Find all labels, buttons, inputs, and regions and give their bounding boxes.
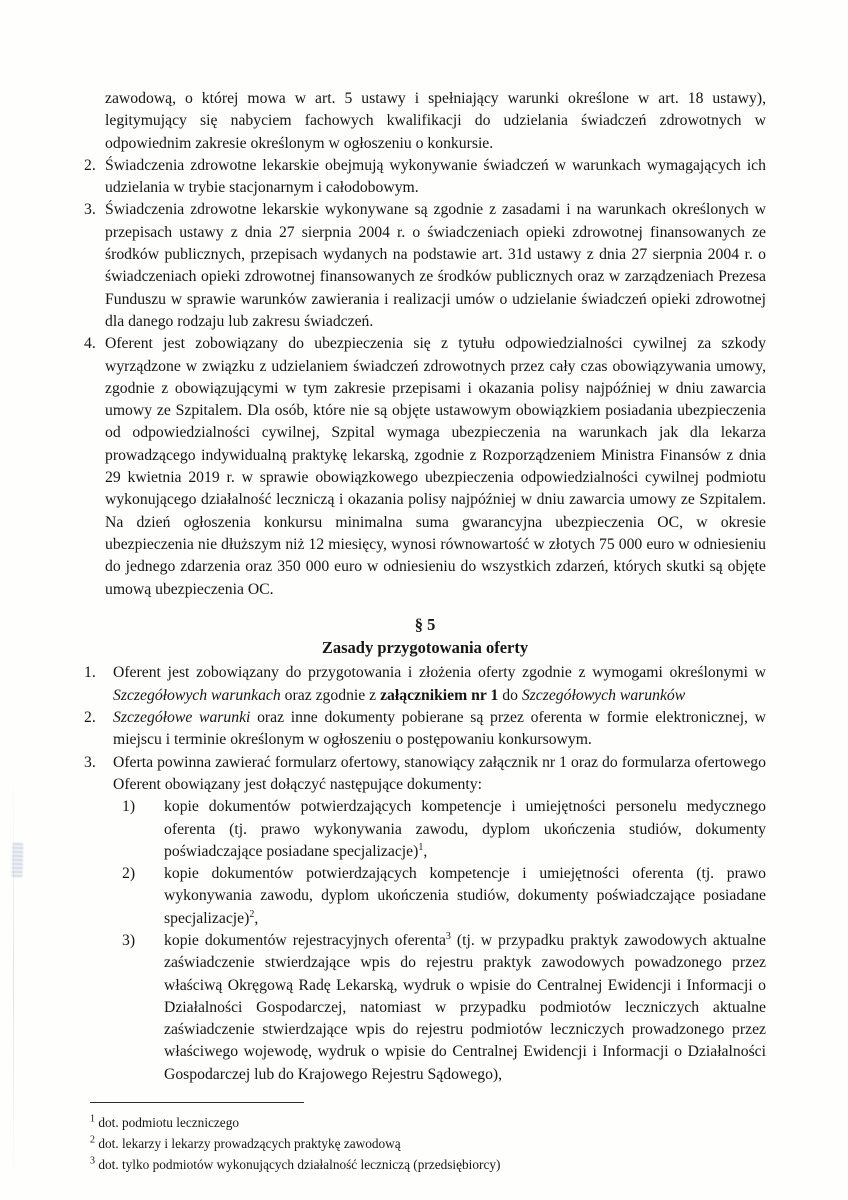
list-item-number: 3.	[84, 201, 96, 219]
sublist-item-text: kopie dokumentów potwierdzających kompetencje i umiejętności oferenta (tj. prawo wykonywania zawodu, dyplom ukończenia studiów, dokumenty poświadczające posiadane specjalizacje)$^2$,	[164, 865, 766, 927]
footnote-2	[90, 1133, 766, 1154]
intro-numbered-list	[84, 155, 766, 601]
footnote-text: dot. tylko podmiotów wykonujących działalność leczniczą (przedsiębiorcy)	[98, 1157, 501, 1173]
section5-item-3-sublist	[84, 796, 766, 1086]
list-item-number: 3.	[84, 753, 96, 771]
section-title: Zasady przygotowania oferty	[321, 638, 529, 658]
footnote-marker: 3	[90, 1155, 95, 1167]
footnote-marker: 1	[90, 1113, 95, 1125]
sublist-item-1	[84, 796, 766, 863]
footnote-text: dot. podmiotu leczniczego	[98, 1115, 240, 1131]
section-mark: § 5	[414, 614, 436, 634]
list-item-text: Oferta powinna zawierać formularz ofertowy, stanowiący załącznik nr 1 oraz do formularza ofertowego Oferent obowiązany jest dołączyć następujące dokumenty:	[113, 753, 766, 793]
document-body	[84, 88, 766, 1175]
list-item-text: Szczegółowe warunki oraz inne dokumenty pobierane są przez oferenta w formie elektronicznej, w miejscu i terminie określonym w ogłoszeniu o postępowaniu konkursowym.	[113, 709, 766, 749]
section5-numbered-list	[84, 662, 766, 1086]
sublist-item-3	[84, 930, 766, 1086]
footnote-3	[90, 1154, 766, 1175]
list-item-number: 2.	[84, 709, 96, 727]
section5-item-3	[84, 752, 766, 797]
list-item-text: Świadczenia zdrowotne lekarskie wykonywane są zgodnie z zasadami i na warunkach określonych w przepisach ustawy z dnia 27 sierpnia 2004 r. o świadczeniach opieki zdrowotnej finansowanych ze środków publicznych, przepisach wydanych na podstawie art. 31d ustawy z dnia 27 sierpnia 2004 r. o świadczeniach opieki zdrowotnej finansowanych ze środków publicznych oraz w zarządzeniach Prezesa Funduszu w sprawie warunków zawierania i realizacji umów o udzielanie świadczeń opieki zdrowotnej dla danego rodzaju lub zakresu świadczeń.	[105, 201, 766, 330]
sublist-item-number: 3)	[122, 931, 136, 949]
sublist-item-number: 1)	[122, 798, 136, 816]
scan-edge-line-artifact	[13, 770, 14, 1190]
list-item-2	[84, 155, 766, 200]
section-heading	[84, 614, 766, 660]
sublist-item-2	[84, 863, 766, 930]
list-item-number: 1.	[84, 664, 96, 682]
footnote-separator-line	[90, 1102, 304, 1103]
list-item-4	[84, 333, 766, 601]
list-item-text: Oferent jest zobowiązany do przygotowania i złożenia oferty zgodnie z wymogami określonymi w Szczegółowych warunkach oraz zgodnie z załącznikiem nr 1 do Szczegółowych warunków	[113, 664, 766, 704]
section5-item-2	[84, 707, 766, 752]
sublist-item-text: kopie dokumentów potwierdzających kompetencje i umiejętności personelu medycznego oferenta (tj. prawo wykonywania zawodu, dyplom ukończenia studiów, dokumenty poświadczające posiadane specjalizacje)$^1$,	[164, 798, 766, 860]
list-item-text: Oferent jest zobowiązany do ubezpieczenia się z tytułu odpowiedzialności cywilnej za szkody wyrządzone w związku z udzielaniem świadczeń zdrowotnych przez cały czas obowiązywania umowy, zgodnie z obowiązującymi w tym zakresie przepisami i okazania polisy najpóźniej w dniu zawarcia umowy ze Szpitalem. Dla osób, które nie są objęte ustawowym obowiązkiem posiadania ubezpieczenia od odpowiedzialności cywilnej, Szpital wymaga ubezpieczenia na warunkach jak dla lekarza prowadzącego indywidualną praktykę lekarską, zgodnie z Rozporządzeniem Ministra Finansów z dnia 29 kwietnia 2019 r. w sprawie obowiązkowego ubezpieczenia odpowiedzialności cywilnej podmiotu wykonującego działalność leczniczą i okazania polisy najpóźniej w dniu zawarcia umowy ze Szpitalem. Na dzień ogłoszenia konkursu minimalna suma gwarancyjna ubezpieczenia OC, w okresie ubezpieczenia nie dłuższym niż 12 miesięcy, wynosi równowartość w złotych 75 000 euro w odniesieniu do jednego zdarzenia oraz 350 000 euro w odniesieniu do wszystkich zdarzeń, których skutki są objęte umową ubezpieczenia OC.	[105, 335, 766, 598]
section5-item-1	[84, 662, 766, 707]
list-item-text: Świadczenia zdrowotne lekarskie obejmują wykonywanie świadczeń w warunkach wymagających ich udzielania w trybie stacjonarnym i całodobowym.	[105, 156, 766, 197]
list-item-3	[84, 199, 766, 333]
footnote-text: dot. lekarzy i lekarzy prowadzących praktykę zawodową	[98, 1136, 401, 1152]
footnote-marker: 2	[90, 1134, 95, 1146]
footnote-1	[90, 1112, 766, 1133]
paragraph-continuation: zawodową, o której mowa w art. 5 ustawy i spełniający warunki określone w art. 18 ustawy), legitymujący się nabyciem fachowych kwalifikacji do udzielania świadczeń zdrowotnych w odpowiednim zakresie określonym w ogłoszeniu o konkursie.	[105, 90, 766, 152]
sublist-item-text: kopie dokumentów rejestracyjnych oferenta$^3$ (tj. w przypadku praktyk zawodowych aktualne zaświadczenie stwierdzające wpis do rejestru praktyk zawodowych powadzonego przez właściwą Okręgową Radę Lekarską, wydruk o wpisie do Centralnej Ewidencji i Informacji o Działalności Gospodarczej, natomiast w przypadku podmiotów leczniczych aktualne zaświadczenie stwierdzające wpis do rejestru podmiotów leczniczych prowadzonego przez właściwego wojewodę, wydruk o wpisie do Centralnej Ewidencji i Informacji o Działalności Gospodarczej lub do Krajowego Rejestru Sądowego),	[164, 930, 766, 1083]
list-item-number: 4.	[84, 335, 96, 353]
footnotes-block	[90, 1102, 766, 1175]
list-item-number: 2.	[84, 156, 96, 174]
sublist-item-number: 2)	[122, 865, 136, 883]
